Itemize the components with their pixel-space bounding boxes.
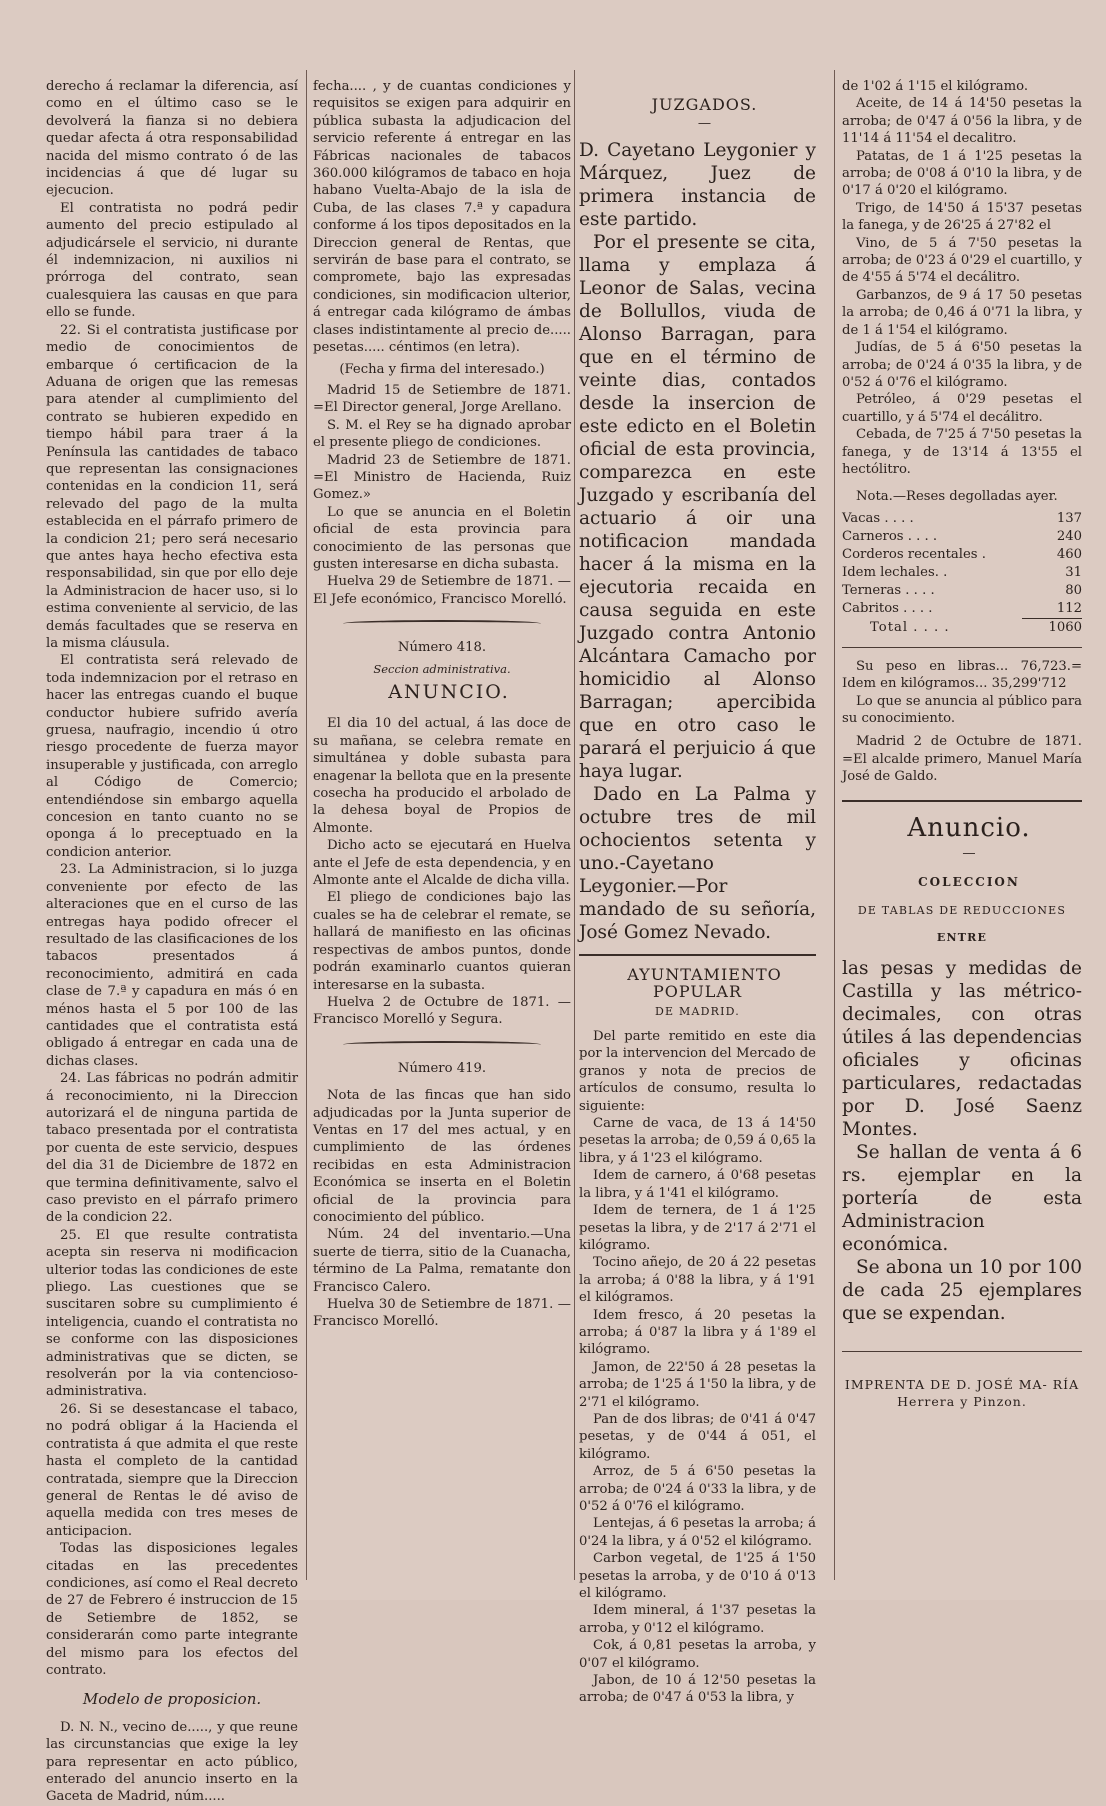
- ayuntamiento-heading: AYUNTAMIENTO POPULAR: [627, 964, 782, 1002]
- section-divider: [579, 954, 816, 956]
- table-row: [842, 564, 1082, 582]
- reses-label: Vacas . . . .: [842, 510, 914, 526]
- price-line: Petróleo, á 0'29 pesetas el cuartillo, y á 5'74 el decálitro.: [842, 392, 1082, 425]
- total-label: Total . . . .: [870, 619, 950, 635]
- number-heading: Número 419.: [397, 1060, 487, 1076]
- paragraph: El contratista no podrá pedir aumento del precio estipulado al adjudicársele el servicio, ni durante él indemnizacion, ni auxilios ni prórroga del contrato, sean cualesquiera las causas en que para ello se funde.: [46, 200, 298, 321]
- paragraph: El contratista será relevado de toda indemnizacion por el retraso en hacer las entregas cuando el buque conductor hubiere sufrido avería gruesa, naufragio, incendio ú otro riesgo procedente de fuerza mayor insuperable y justificada, con arreglo al Código de Comercio; entendiéndose sin embargo aquella concesion en tanto cuanto no se oponga á lo preceptuado en la condicion anterior.: [46, 653, 298, 860]
- price-line: Jabon, de 10 á 12'50 pesetas la arroba; de 0'47 á 0'53 la libra, y: [579, 1673, 816, 1706]
- paragraph: D. N. N., vecino de....., y que reune las circunstancias que exige la ley para representar en acto público, enterado del anuncio inserto en la Gaceta de Madrid, núm.....: [46, 1719, 298, 1805]
- dateline: Huelva 2 de Octubre de 1871. —Francisco Morelló y Segura.: [313, 994, 571, 1028]
- price-line: Judías, de 5 á 6'50 pesetas la arroba; de 0'24 á 0'35 la libra, y de 0'52 á 0'76 el kilógramo.: [842, 340, 1082, 390]
- section-divider: [842, 800, 1082, 802]
- price-line: Arroz, de 5 á 6'50 pesetas la arroba; de 0'24 á 0'33 la libra, y de 0'52 á 0'76 el kilógramo.: [579, 1464, 816, 1514]
- divider-line: [842, 647, 1082, 648]
- reses-value: 31: [1065, 564, 1082, 580]
- reses-value: 460: [1056, 546, 1082, 562]
- coleccion-heading: COLECCION: [918, 875, 1020, 890]
- table-row-total: [842, 618, 1082, 637]
- price-line: Pan de dos libras; de 0'41 á 0'47 pesetas, y de 0'44 á 051, el kilógramo.: [579, 1411, 816, 1462]
- price-line: Cok, á 0,81 pesetas la arroba, y 0'07 el kilógramo.: [579, 1638, 816, 1671]
- price-line: Cebada, de 7'25 á 7'50 pesetas la fanega, y de 13'14 á 13'55 el hectólitro.: [842, 427, 1082, 477]
- dateline: Madrid 23 de Setiembre de 1871. =El Ministro de Hacienda, Ruiz Gomez.»: [313, 452, 571, 503]
- paragraph: derecho á reclamar la diferencia, así como en el último caso se le devolverá la fianza si no debiera quedar afecta á otra responsabilidad nacida del mismo contrato ó de las incidencias á que dé lugar su ejecucion.: [46, 79, 298, 199]
- number-heading: Número 418.: [397, 640, 487, 656]
- table-row: [842, 546, 1082, 564]
- table-row: [842, 582, 1082, 600]
- paragraph: Su peso en libras... 76,723.= Idem en kilógramos... 35,299'712: [842, 658, 1082, 692]
- section-subtitle: Seccion administrativa.: [373, 661, 511, 676]
- price-line: Aceite, de 14 á 14'50 pesetas la arroba; de 0'47 á 0'56 la libra, y de 11'14 á 11'54 el decalitro.: [842, 96, 1082, 147]
- paragraph: El dia 10 del actual, á las doce de su mañana, se celebra remate en simultánea y doble subasta para enagenar la bellota que en la presente cosecha ha producido el arbolado de la dehesa boyal de Propios de Almonte.: [313, 716, 571, 836]
- price-line: Idem de carnero, á 0'68 pesetas la libra, y á 1'41 el kilógramo.: [579, 1168, 816, 1201]
- juzgados-heading: JUZGADOS.: [651, 95, 758, 114]
- dateline: Huelva 29 de Setiembre de 1871. —El Jefe económico, Francisco Morelló.: [313, 574, 571, 607]
- paragraph: fecha.... , y de cuantas condiciones y requisitos se exigen para adquirir en pública subasta la adjudicacion del servicio referente á entregar en las Fábricas nacionales de tabacos 360.000 kilógramos de tabaco en hoja habano Vuelta-Abajo de la isla de Cuba, de las clases 7.ª y capadura conforme á los tipos depositados en la Direccion general de Rentas, que servirán de base para el contrato, se compromete, bajo las expresadas condiciones, sin modificacion ulterior, á entregar cada kilógramo de ámbas clases indistintamente al precio de..... pesetas..... céntimos (en letra).: [313, 79, 571, 356]
- dash: —: [962, 846, 976, 861]
- paragraph: Lo que se anuncia en el Boletin oficial de esta provincia para conocimiento de las personas que gusten interesarse en dicha subasta.: [313, 504, 571, 572]
- section-divider: [343, 620, 541, 627]
- printer-imprint: IMPRENTA DE D. JOSÉ MA- RÍA Herrera y Pinzon.: [844, 1376, 1080, 1410]
- column-rule: [306, 70, 307, 1580]
- column-2: [313, 78, 571, 1600]
- paragraph: Dicho acto se ejecutará en Huelva ante el Jefe de esta dependencia, y en Almonte ante el Alcalde de dicha villa.: [313, 838, 571, 889]
- reses-table: [842, 510, 1082, 637]
- paragraph: Se hallan de venta á 6 rs. ejemplar en la portería de esta Administracion económica.: [842, 1141, 1082, 1255]
- column-1: [46, 78, 298, 1805]
- price-line: Trigo, de 14'50 á 15'37 pesetas la fanega, y de 26'25 á 27'82 el: [842, 200, 1082, 234]
- price-line: Idem fresco, á 20 pesetas la arroba; á 0'87 la libra y á 1'89 el kilógramo.: [579, 1307, 816, 1358]
- paragraph: D. Cayetano Leygonier y Márquez, Juez de primera instancia de este partido.: [579, 139, 816, 230]
- dash: —: [697, 116, 712, 132]
- dateline: Huelva 30 de Setiembre de 1871. —Francisco Morelló.: [313, 1297, 571, 1330]
- price-line: Tocino añejo, de 20 á 22 pesetas la arroba; á 0'88 la libra, y á 1'91 el kilógramos.: [579, 1255, 816, 1306]
- total-value: 1060: [1048, 619, 1082, 635]
- divider-line: [842, 1351, 1082, 1352]
- paragraph: S. M. el Rey se ha dignado aprobar el presente pliego de condiciones.: [313, 417, 571, 451]
- table-row: [842, 528, 1082, 546]
- paragraph: 26. Si se desestancase el tabaco, no podrá obligar á la Hacienda el contratista á que admita el que reste hasta el completo de la cantidad contratada, siempre que la Direccion general de Rentas le dé aviso de aquella medida con tres meses de anticipacion.: [46, 1401, 298, 1539]
- reses-label: Terneras . . . .: [842, 582, 935, 598]
- paragraph: las pesas y medidas de Castilla y las métrico-decimales, con otras útiles á las dependencias oficiales y oficinas particulares, redactadas por D. José Saenz Montes.: [842, 957, 1082, 1140]
- price-line: Lentejas, á 6 pesetas la arroba; á 0'24 la libra, y á 0'52 el kilógramo.: [579, 1516, 816, 1549]
- paragraph: Lo que se anuncia al público para su conocimiento.: [842, 693, 1082, 726]
- price-line: Carbon vegetal, de 1'25 á 1'50 pesetas la arroba, y de 0'10 á 0'13 el kilógramo.: [579, 1551, 816, 1602]
- paragraph: Todas las disposiciones legales citadas en las precedentes condiciones, así como el Real decreto de 27 de Febrero é instruccion de 15 de Setiembre de 1852, se considerarán como parte integrante del mismo para los efectos del contrato.: [46, 1541, 298, 1678]
- paragraph: 23. La Administracion, si lo juzga conveniente por efecto de las alteraciones que en el curso de las entregas haya podido ofrecer el resultado de las clasificaciones de los tabacos presentados á reconocimiento, admitirá en cada clase de 7.ª y capadura en más ó en ménos hasta el 5 por 100 de las cantidades que el contratista está obligado á entregar en cada una de dichas clases.: [46, 862, 298, 1069]
- table-row: [842, 510, 1082, 528]
- nota-heading: Nota.—Reses degolladas ayer.: [856, 489, 1058, 505]
- tablas-heading: DE TABLAS DE REDUCCIONES: [857, 903, 1067, 917]
- dateline: Madrid 15 de Setiembre de 1871. =El Director general, Jorge Arellano.: [313, 382, 571, 416]
- section-divider: [343, 1041, 541, 1048]
- paragraph: Dado en La Palma y octubre tres de mil ochocientos setenta y uno.-Cayetano Leygonier.—Por mandado de su señoría, José Gomez Nevado.: [579, 783, 816, 943]
- reses-value: 240: [1056, 528, 1082, 544]
- column-4: [842, 78, 1082, 1600]
- price-line: de 1'02 á 1'15 el kilógramo.: [842, 79, 1029, 94]
- paragraph: 22. Si el contratista justificase por medio de conocimientos de embarque ó certificacion de la Aduana de origen que las remesas para atender al cumplimiento del contrato se hubieren expedido en tiempo hábil para traer á la Península las cantidades de tabaco que representan las consignaciones contenidas en la condicion 11, será relevado del pago de la multa establecida en el párrafo primero de la condicion 21; pero será necesario que antes haya hecho efectiva esta responsabilidad, sin que por ello deje la Administracion de hacer uso, si lo estima conveniente al servicio, de las demás facultades que se reserva en la misma cláusula.: [46, 322, 298, 651]
- price-line: Carne de vaca, de 13 á 14'50 pesetas la arroba; de 0,59 á 0,65 la libra, y á 1'23 el kilógramo.: [579, 1116, 816, 1166]
- paragraph: El pliego de condiciones bajo las cuales se ha de celebrar el remate, se hallará de manifiesto en las oficinas respectivas de ambos puntos, donde podrán examinarlo cuantos quieran interesarse en la subasta.: [313, 890, 571, 993]
- reses-value: 80: [1065, 582, 1082, 598]
- price-line: Patatas, de 1 á 1'25 pesetas la arroba; de 0'08 á 0'10 la libra, y de 0'17 á 0'20 el kilógramo.: [842, 148, 1082, 199]
- paragraph: Por el presente se cita, llama y emplaza á Leonor de Salas, vecina de Bollullos, viuda de Alonso Barragan, para que en el término de veinte dias, contados desde la insercion de este edicto en el Boletin oficial de esta provincia, comparezca en este Juzgado y escribanía del actuario á oir una notificacion mandada hacer á la misma en la ejecutoria recaida en causa seguida en este Juzgado contra Antonio Alcántara Camacho por homicidio al Alonso Barragan; apercibida que en otro caso le parará el perjuicio á que haya lugar.: [579, 231, 816, 782]
- paragraph: 25. El que resulte contratista acepta sin reserva ni modificacion ulterior todas las condiciones de este pliego. Las cuestiones que se suscitaren sobre su cumplimiento é inteligencia, cuando el contratista no se conforme con las disposiciones administrativas que se dicten, se resolverán por la via contencioso-administrativa.: [46, 1227, 298, 1400]
- reses-label: Cabritos . . . .: [842, 601, 933, 616]
- paragraph: Se abona un 10 por 100 de cada 25 ejemplares que se expendan.: [842, 1256, 1082, 1324]
- price-line: Idem de ternera, de 1 á 1'25 pesetas la libra, y de 2'17 á 2'71 el kilógramo.: [579, 1203, 816, 1253]
- reses-label: Carneros . . . .: [842, 528, 938, 544]
- paragraph: Nota de las fincas que han sido adjudicadas por la Junta superior de Ventas en 17 del mes actual, y en cumplimiento de las órdenes recibidas en esta Administracion Económica se inserta en el Boletin oficial de la provincia para conocimiento del público.: [313, 1088, 571, 1225]
- anuncio-heading: ANUNCIO.: [388, 681, 510, 703]
- modelo-title: Modelo de proposicion.: [82, 1690, 262, 1709]
- price-line: Jamon, de 22'50 á 28 pesetas la arroba; de 1'25 á 1'50 la libra, y de 2'71 el kilógramo.: [579, 1359, 816, 1410]
- paragraph: 24. Las fábricas no podrán admitir á reconocimiento, ni la Direccion autorizará el de ninguna partida de tabaco presentada por el contratista por cuenta de este servicio, despues del dia 31 de Diciembre de 1872 en que termina definitivamente, salvo el caso previsto en el párrafo primero de la condicion 22.: [46, 1071, 298, 1226]
- paragraph: Del parte remitido en este dia por la intervencion del Mercado de granos y nota de precios de artículos de consumo, resulta lo siguiente:: [579, 1029, 816, 1114]
- entre-heading: ENTRE: [936, 931, 988, 945]
- reses-value: 112: [1022, 600, 1082, 619]
- price-line: Vino, de 5 á 7'50 pesetas la arroba; de 0'23 á 0'29 el cuartillo, y de 4'55 á 5'74 el decálitro.: [842, 235, 1082, 286]
- signature-note: (Fecha y firma del interesado.): [339, 361, 545, 377]
- price-line: Garbanzos, de 9 á 17 50 pesetas la arroba; de 0,46 á 0'71 la libra, y de 1 á 1'54 el kilógramo.: [842, 287, 1082, 338]
- dateline: Madrid 2 de Octubre de 1871. =El alcalde primero, Manuel María José de Galdo.: [842, 734, 1082, 785]
- paragraph: Núm. 24 del inventario.—Una suerte de tierra, sitio de la Cuanacha, término de La Palma, rematante don Francisco Calero.: [313, 1227, 571, 1295]
- reses-label: Idem lechales. .: [842, 564, 948, 580]
- column-rule: [574, 70, 575, 1580]
- reses-label: Corderos recentales .: [842, 546, 986, 562]
- price-line: Idem mineral, á 1'37 pesetas la arroba, y 0'12 el kilógramo.: [579, 1603, 816, 1636]
- anuncio-heading: Anuncio.: [907, 812, 1031, 843]
- table-row: [842, 600, 1082, 619]
- column-3: [579, 78, 816, 1706]
- reses-value: 137: [1056, 510, 1082, 526]
- column-rule: [834, 70, 835, 1580]
- ayuntamiento-subheading: DE MADRID.: [655, 1004, 740, 1018]
